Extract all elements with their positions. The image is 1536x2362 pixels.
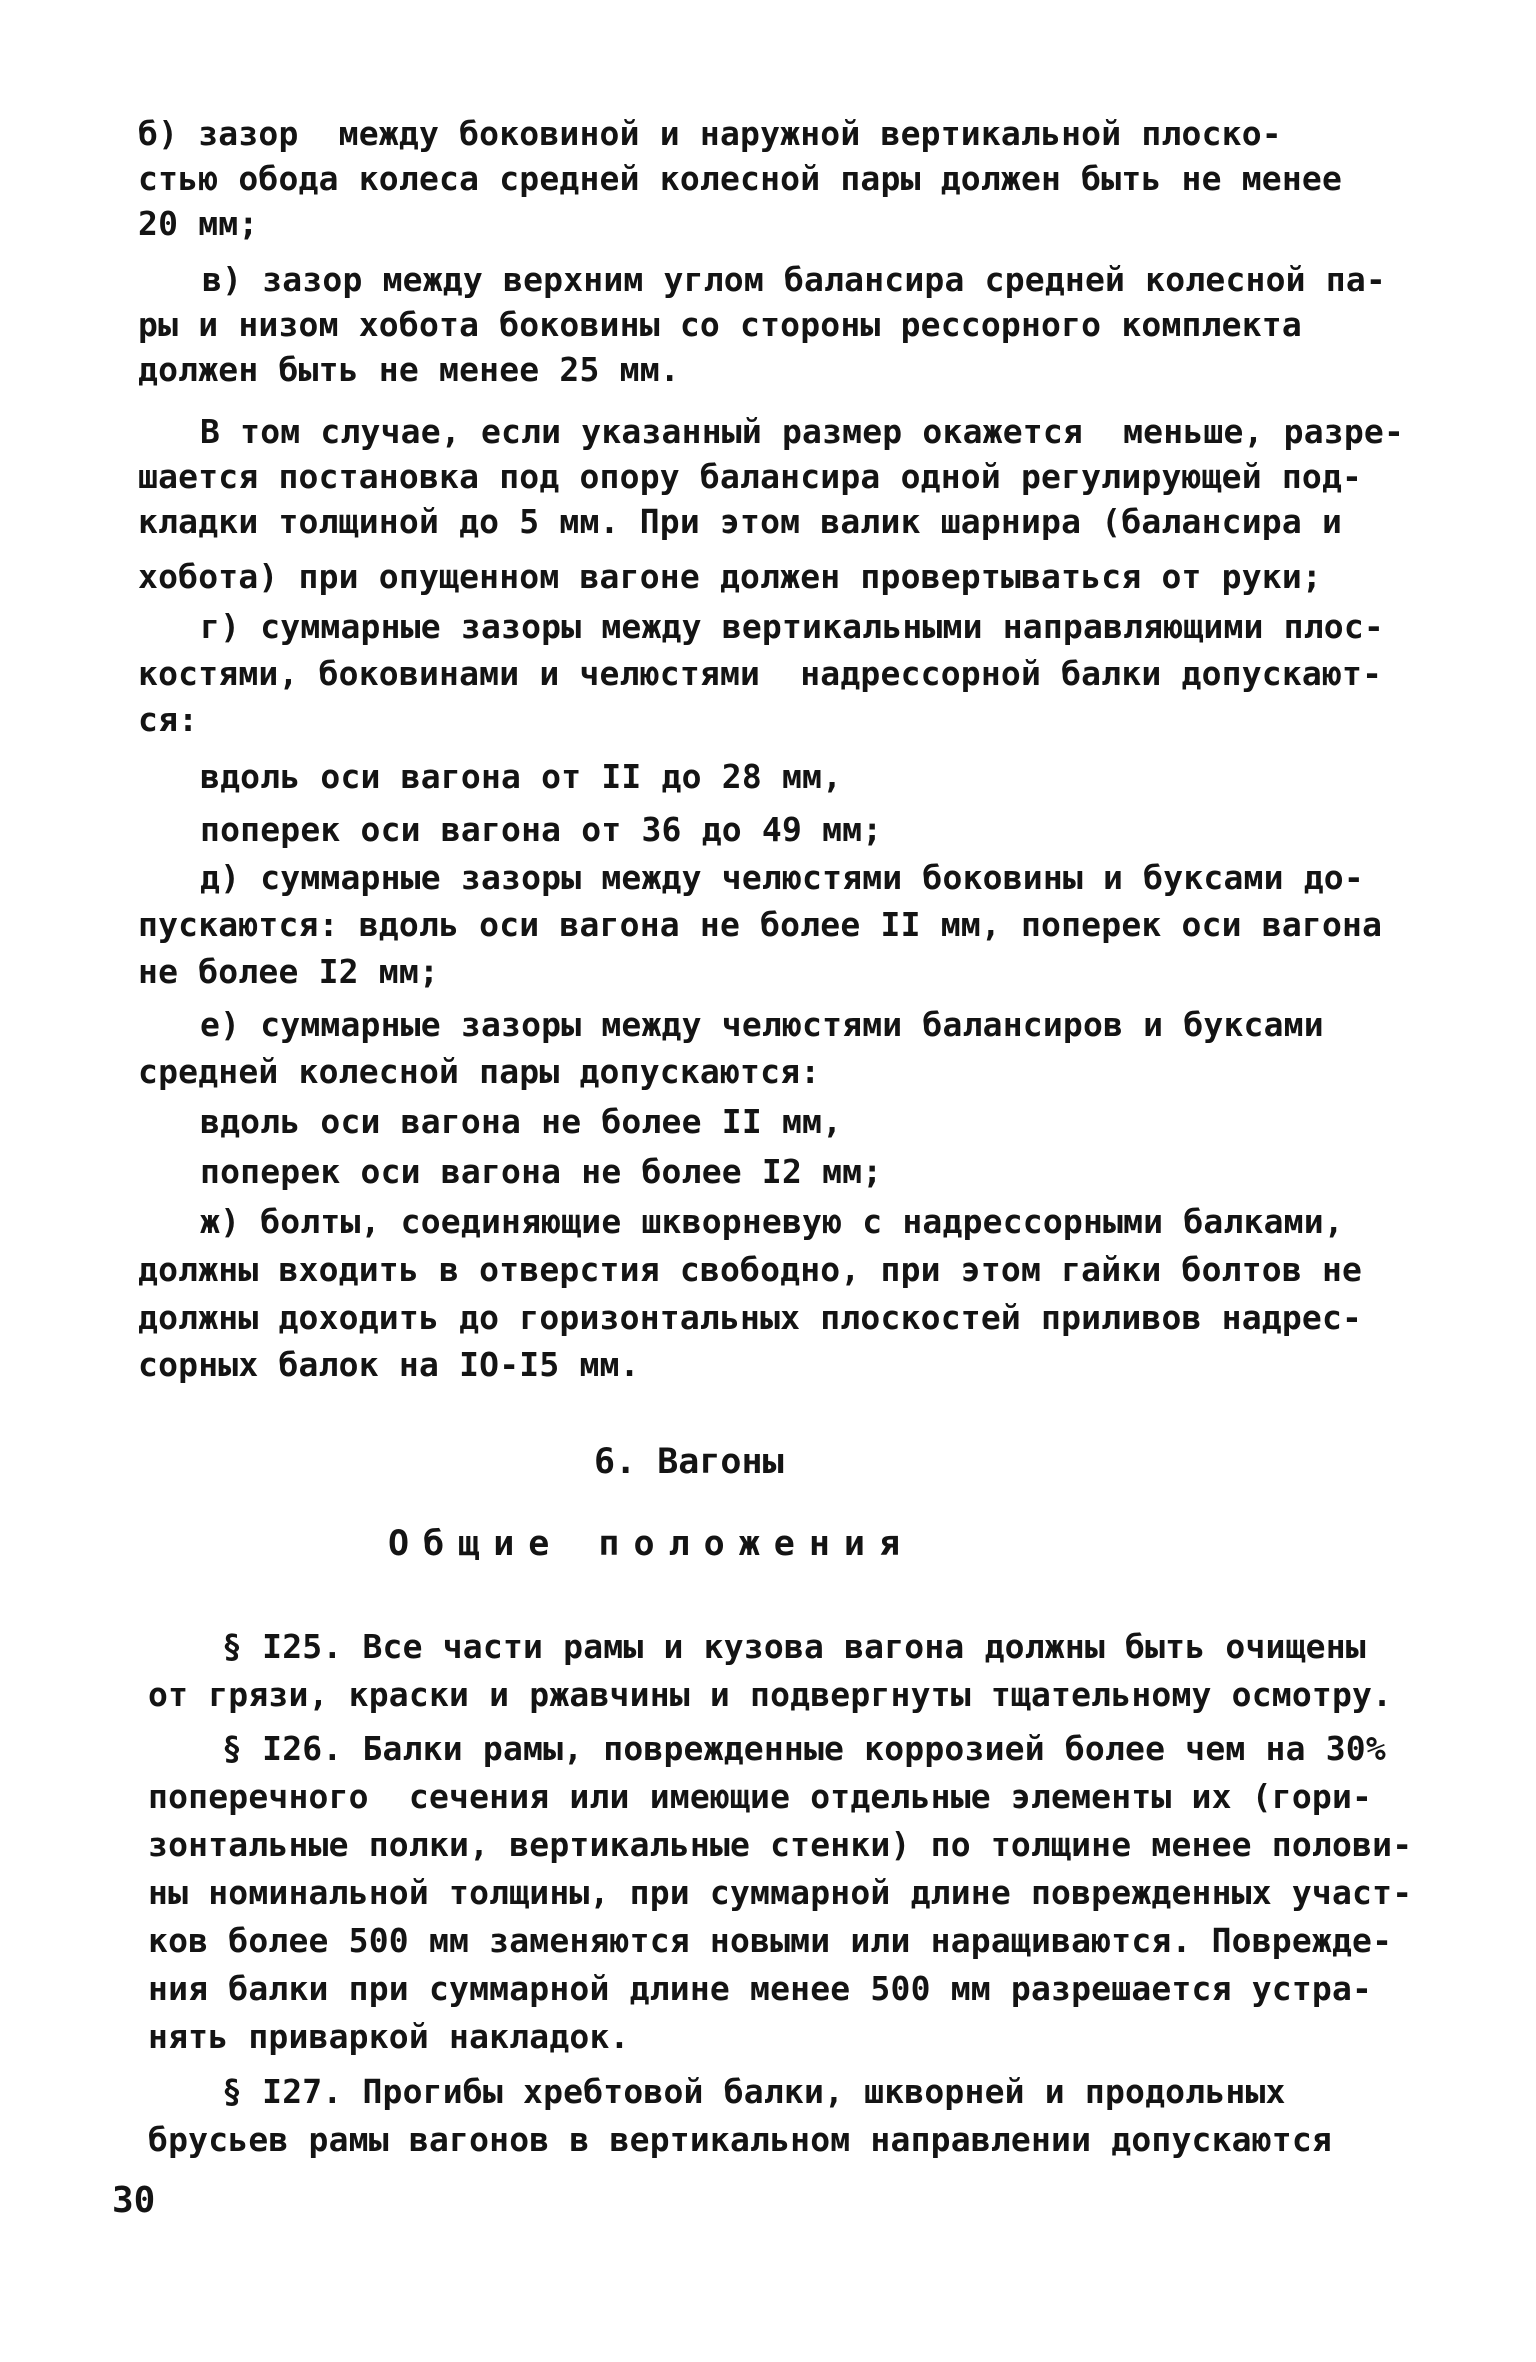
text-line: В том случае, если указанный размер окажется меньше, разре- bbox=[200, 412, 1405, 451]
text-line: стью обода колеса средней колесной пары должен быть не менее bbox=[138, 159, 1343, 198]
paragraph-line: ков более 500 мм заменяются новыми или наращиваются. Поврежде- bbox=[148, 1921, 1393, 1960]
paragraph-line: ны номинальной толщины, при суммарной длине поврежденных участ- bbox=[148, 1873, 1413, 1912]
paragraph-line: от грязи, краски и ржавчины и подвергнуты тщательному осмотру. bbox=[148, 1675, 1393, 1714]
text-line: ж) болты, соединяющие шкворневую с надрессорными балками, bbox=[200, 1202, 1344, 1241]
text-line: ры и низом хобота боковины со стороны рессорного комплекта bbox=[138, 305, 1302, 344]
text-line: костями, боковинами и челюстями надрессорной балки допускают- bbox=[138, 654, 1383, 693]
paragraph-line: § I27. Прогибы хребтовой балки, шкворней и продольных bbox=[222, 2072, 1286, 2111]
text-line: 20 мм; bbox=[138, 204, 259, 243]
paragraph-line: брусьев рамы вагонов в вертикальном направлении допускаются bbox=[148, 2120, 1332, 2159]
text-line: шается постановка под опору балансира одной регулирующей под- bbox=[138, 457, 1363, 496]
text-line: поперек оси вагона от 36 до 49 мм; bbox=[200, 810, 883, 849]
subsection-title: Общие положения bbox=[388, 1524, 915, 1564]
text-line: д) суммарные зазоры между челюстями боковины и буксами до- bbox=[200, 858, 1364, 897]
text-line: хобота) при опущенном вагоне должен провертываться от руки; bbox=[138, 557, 1322, 596]
paragraph-line: поперечного сечения или имеющие отдельные элементы их (гори- bbox=[148, 1777, 1373, 1816]
text-line: г) суммарные зазоры между вертикальными направляющими плос- bbox=[200, 607, 1384, 646]
text-line: не более I2 мм; bbox=[138, 952, 440, 991]
text-line: должен быть не менее 25 мм. bbox=[138, 350, 680, 389]
text-line: в) зазор между верхним углом балансира средней колесной па- bbox=[202, 260, 1386, 299]
text-line: должны доходить до горизонтальных плоскостей приливов надрес- bbox=[138, 1298, 1363, 1337]
paragraph-line: нять приваркой накладок. bbox=[148, 2017, 630, 2056]
text-line: средней колесной пары допускаются: bbox=[138, 1052, 821, 1091]
text-line: ся: bbox=[138, 700, 199, 739]
paragraph-line: ния балки при суммарной длине менее 500 мм разрешается устра- bbox=[148, 1969, 1373, 2008]
text-line: пускаются: вдоль оси вагона не более II мм, поперек оси вагона bbox=[138, 905, 1383, 944]
paragraph-line: зонтальные полки, вертикальные стенки) по толщине менее полови- bbox=[148, 1825, 1413, 1864]
text-line: кладки толщиной до 5 мм. При этом валик шарнира (балансира и bbox=[138, 502, 1343, 541]
text-line: вдоль оси вагона не более II мм, bbox=[200, 1102, 843, 1141]
section-title: 6. Вагоны bbox=[594, 1442, 784, 1482]
page-number: 30 bbox=[112, 2180, 156, 2221]
text-line: вдоль оси вагона от II до 28 мм, bbox=[200, 757, 843, 796]
text-line: сорных балок на IO-I5 мм. bbox=[138, 1345, 640, 1384]
text-line: б) зазор между боковиной и наружной вертикальной плоско- bbox=[138, 114, 1282, 153]
text-line: е) суммарные зазоры между челюстями балансиров и буксами bbox=[200, 1005, 1324, 1044]
paragraph-line: § I25. Все части рамы и кузова вагона должны быть очищены bbox=[222, 1627, 1366, 1666]
text-line: поперек оси вагона не более I2 мм; bbox=[200, 1152, 883, 1191]
text-line: должны входить в отверстия свободно, при этом гайки болтов не bbox=[138, 1250, 1363, 1289]
paragraph-line: § I26. Балки рамы, поврежденные коррозией более чем на 30% bbox=[222, 1729, 1386, 1768]
